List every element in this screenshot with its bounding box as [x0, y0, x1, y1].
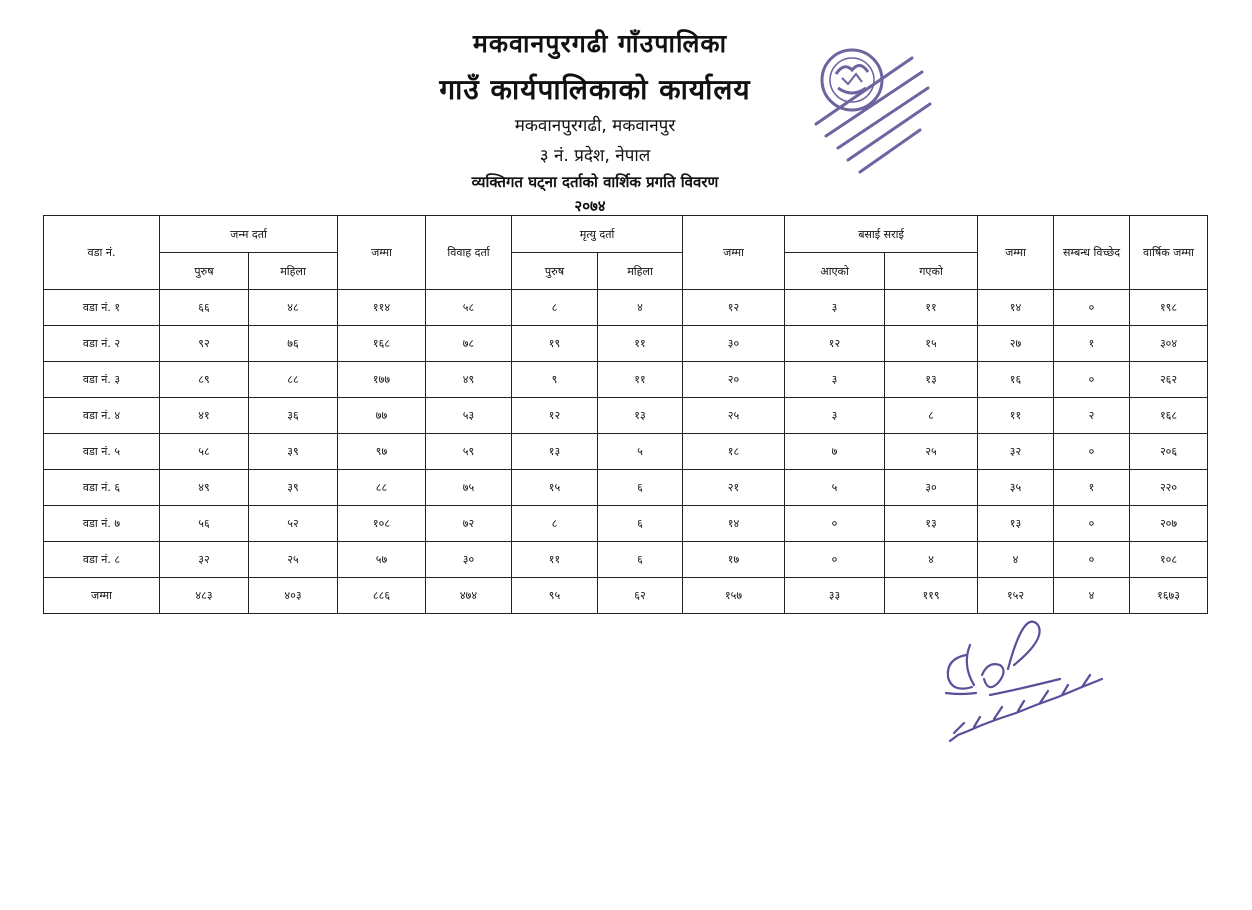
province-line: ३ नं. प्रदेश, नेपाल	[539, 146, 651, 166]
death-female: ५	[598, 434, 683, 470]
ward-label: वडा नं. ५	[44, 434, 160, 470]
municipality-name: मकवानपुरगढी गाँउपालिका	[472, 29, 728, 58]
marriage-count: ४९	[426, 362, 512, 398]
birth-male: ९२	[160, 326, 249, 362]
vital-registration-table	[43, 215, 1208, 614]
table-row	[44, 542, 1208, 578]
birth-female: ५२	[249, 506, 338, 542]
ward-label: वडा नं. ३	[44, 362, 160, 398]
migration-in: १२	[785, 326, 885, 362]
birth-female: ७६	[249, 326, 338, 362]
marriage-count: ३०	[426, 542, 512, 578]
birth-male: ४१	[160, 398, 249, 434]
header-birth-registration: जन्म दर्ता	[160, 216, 338, 253]
divorce-count: ०	[1054, 362, 1130, 398]
migration-out: २५	[885, 434, 978, 470]
death-female: ११	[598, 326, 683, 362]
death-male: १५	[512, 470, 598, 506]
divorce-count: ४	[1054, 578, 1130, 614]
migration-in: ५	[785, 470, 885, 506]
death-total: १७	[683, 542, 785, 578]
table-row	[44, 290, 1208, 326]
officer-signature	[930, 615, 1120, 750]
header-migration: बसाई सराई	[785, 216, 978, 253]
birth-total: १६८	[338, 326, 426, 362]
table-row	[44, 326, 1208, 362]
birth-total: ११४	[338, 290, 426, 326]
death-total: १८	[683, 434, 785, 470]
migration-out: ३०	[885, 470, 978, 506]
migration-out: १५	[885, 326, 978, 362]
header-birth-female: महिला	[249, 253, 338, 290]
header-birth-total: जम्मा	[338, 216, 426, 290]
migration-total: १३	[978, 506, 1054, 542]
birth-total: १७७	[338, 362, 426, 398]
migration-in: ०	[785, 506, 885, 542]
ward-label: वडा नं. २	[44, 326, 160, 362]
marriage-count: ५३	[426, 398, 512, 434]
report-year: २०७४	[574, 197, 606, 215]
marriage-count: ७८	[426, 326, 512, 362]
table-row	[44, 398, 1208, 434]
death-female: ११	[598, 362, 683, 398]
divorce-count: ०	[1054, 290, 1130, 326]
migration-total: ३५	[978, 470, 1054, 506]
birth-female: ८८	[249, 362, 338, 398]
death-male: ९	[512, 362, 598, 398]
birth-male: ४८३	[160, 578, 249, 614]
death-male: १९	[512, 326, 598, 362]
migration-total: ३२	[978, 434, 1054, 470]
migration-out: ८	[885, 398, 978, 434]
migration-in: ३३	[785, 578, 885, 614]
migration-out: १३	[885, 362, 978, 398]
header-death-total: जम्मा	[683, 216, 785, 290]
divorce-count: २	[1054, 398, 1130, 434]
ward-label: वडा नं. १	[44, 290, 160, 326]
death-male: १३	[512, 434, 598, 470]
header-marriage-registration: विवाह दर्ता	[426, 216, 512, 290]
table-row	[44, 362, 1208, 398]
header-death-male: पुरुष	[512, 253, 598, 290]
birth-male: ४९	[160, 470, 249, 506]
ward-label: वडा नं. ४	[44, 398, 160, 434]
marriage-count: ५८	[426, 290, 512, 326]
annual-total: २०६	[1130, 434, 1208, 470]
header-death-female: महिला	[598, 253, 683, 290]
header-ward-no: वडा नं.	[44, 216, 160, 290]
death-male: ८	[512, 290, 598, 326]
ward-label: वडा नं. ७	[44, 506, 160, 542]
annual-total: १०८	[1130, 542, 1208, 578]
table-row	[44, 506, 1208, 542]
death-total: २०	[683, 362, 785, 398]
office-name: गाउँ कार्यपालिकाको कार्यालय	[439, 73, 751, 106]
birth-female: ४०३	[249, 578, 338, 614]
annual-total: ३०४	[1130, 326, 1208, 362]
death-female: ४	[598, 290, 683, 326]
migration-total: २७	[978, 326, 1054, 362]
birth-total: ७७	[338, 398, 426, 434]
header-birth-male: पुरुष	[160, 253, 249, 290]
birth-male: ५६	[160, 506, 249, 542]
death-female: ६२	[598, 578, 683, 614]
marriage-count: ४७४	[426, 578, 512, 614]
migration-total: १६	[978, 362, 1054, 398]
annual-total: १६७३	[1130, 578, 1208, 614]
migration-out: ११	[885, 290, 978, 326]
annual-total: १६८	[1130, 398, 1208, 434]
migration-total: १४	[978, 290, 1054, 326]
migration-total: १५२	[978, 578, 1054, 614]
migration-in: ७	[785, 434, 885, 470]
death-male: ११	[512, 542, 598, 578]
header-departed: गएको	[885, 253, 978, 290]
totals-row	[44, 578, 1208, 614]
birth-female: ३९	[249, 470, 338, 506]
migration-total: ११	[978, 398, 1054, 434]
table-row	[44, 470, 1208, 506]
birth-female: २५	[249, 542, 338, 578]
ward-label: वडा नं. ६	[44, 470, 160, 506]
birth-male: ८९	[160, 362, 249, 398]
death-total: १५७	[683, 578, 785, 614]
birth-total: ९७	[338, 434, 426, 470]
birth-female: ३६	[249, 398, 338, 434]
ward-label: वडा नं. ८	[44, 542, 160, 578]
divorce-count: १	[1054, 470, 1130, 506]
birth-male: ६६	[160, 290, 249, 326]
marriage-count: ५९	[426, 434, 512, 470]
death-total: २५	[683, 398, 785, 434]
death-female: ६	[598, 506, 683, 542]
migration-out: ४	[885, 542, 978, 578]
annual-total: १९८	[1130, 290, 1208, 326]
divorce-count: ०	[1054, 434, 1130, 470]
death-female: ६	[598, 542, 683, 578]
migration-in: ३	[785, 290, 885, 326]
table-row	[44, 434, 1208, 470]
birth-total: ८८६	[338, 578, 426, 614]
birth-total: १०८	[338, 506, 426, 542]
migration-in: ०	[785, 542, 885, 578]
divorce-count: १	[1054, 326, 1130, 362]
birth-total: ५७	[338, 542, 426, 578]
birth-male: ५८	[160, 434, 249, 470]
marriage-count: ७२	[426, 506, 512, 542]
migration-in: ३	[785, 398, 885, 434]
header-death-registration: मृत्यु दर्ता	[512, 216, 683, 253]
office-address: मकवानपुरगढी, मकवानपुर	[514, 116, 676, 136]
totals-label: जम्मा	[44, 578, 160, 614]
death-male: १२	[512, 398, 598, 434]
death-female: १३	[598, 398, 683, 434]
death-female: ६	[598, 470, 683, 506]
report-title: व्यक्तिगत घट्ना दर्ताको वार्शिक प्रगति विवरण	[471, 173, 719, 191]
migration-in: ३	[785, 362, 885, 398]
migration-out: १३	[885, 506, 978, 542]
death-total: १४	[683, 506, 785, 542]
death-total: ३०	[683, 326, 785, 362]
header-migration-total: जम्मा	[978, 216, 1054, 290]
annual-total: २०७	[1130, 506, 1208, 542]
divorce-count: ०	[1054, 542, 1130, 578]
header-annual-total: वार्षिक जम्मा	[1130, 216, 1208, 290]
death-total: २१	[683, 470, 785, 506]
birth-total: ८८	[338, 470, 426, 506]
migration-total: ४	[978, 542, 1054, 578]
birth-female: ४८	[249, 290, 338, 326]
header-divorce: सम्बन्ध विच्छेद	[1054, 216, 1130, 290]
migration-out: ११९	[885, 578, 978, 614]
annual-total: २२०	[1130, 470, 1208, 506]
birth-male: ३२	[160, 542, 249, 578]
marriage-count: ७५	[426, 470, 512, 506]
death-male: ८	[512, 506, 598, 542]
birth-female: ३९	[249, 434, 338, 470]
death-male: ९५	[512, 578, 598, 614]
annual-total: २६२	[1130, 362, 1208, 398]
death-total: १२	[683, 290, 785, 326]
header-arrived: आएको	[785, 253, 885, 290]
divorce-count: ०	[1054, 506, 1130, 542]
office-stamp	[812, 38, 952, 188]
